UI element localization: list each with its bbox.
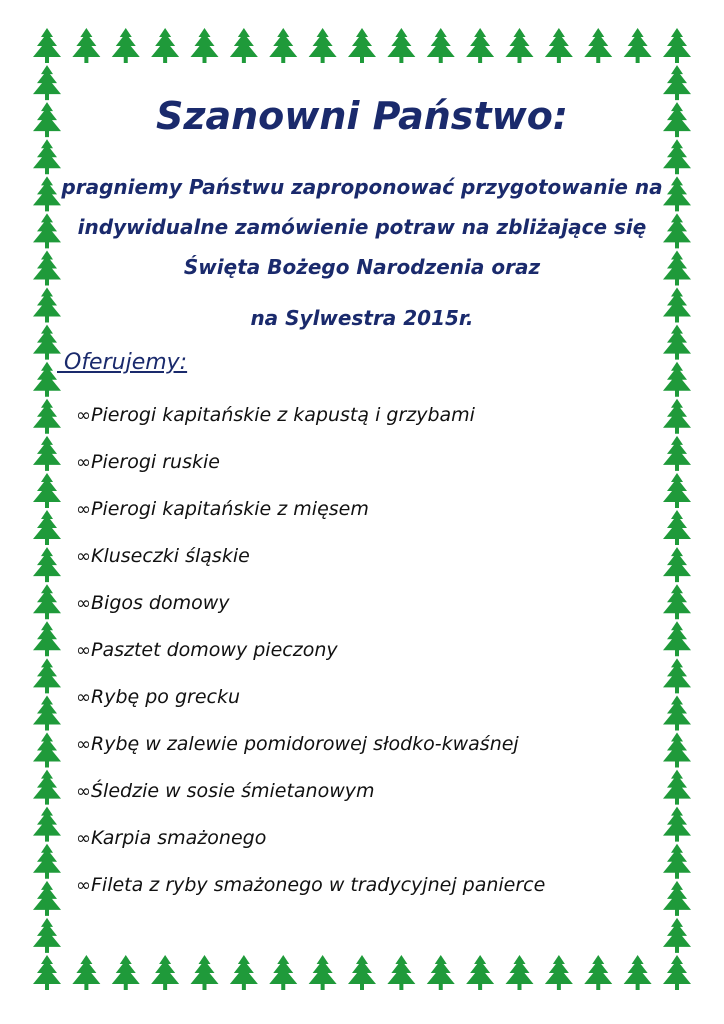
menu-item-label: Pierogi kapitańskie z kapustą i grzybami <box>91 404 475 426</box>
menu-item-label: Pierogi ruskie <box>91 451 220 473</box>
menu-item <box>76 545 250 567</box>
intro-line-3: Święta Bożego Narodzenia oraz <box>183 255 541 279</box>
infinity-bullet-icon: ∞ <box>76 499 91 520</box>
menu-item-label: Bigos domowy <box>91 592 230 614</box>
menu-item-label: Kluseczki śląskie <box>91 545 250 567</box>
infinity-bullet-icon: ∞ <box>76 687 91 708</box>
menu-item <box>76 733 519 755</box>
infinity-bullet-icon: ∞ <box>76 405 91 426</box>
menu-item-label: Śledzie w sosie śmietanowym <box>91 780 375 802</box>
intro-line-2: indywidualne zamówienie potraw na zbliżające się <box>77 215 647 239</box>
menu-item <box>76 592 230 614</box>
page-title: Szanowni Państwo: <box>155 94 568 138</box>
menu-item <box>76 874 545 896</box>
infinity-bullet-icon: ∞ <box>76 828 91 849</box>
menu-item-label: Karpia smażonego <box>91 827 267 849</box>
menu-item <box>76 404 475 426</box>
infinity-bullet-icon: ∞ <box>76 781 91 802</box>
infinity-bullet-icon: ∞ <box>76 875 91 896</box>
menu-item <box>76 827 266 849</box>
menu-item-label: Pasztet domowy pieczony <box>91 639 338 661</box>
menu-item <box>76 498 369 520</box>
infinity-bullet-icon: ∞ <box>76 546 91 567</box>
infinity-bullet-icon: ∞ <box>76 734 91 755</box>
intro-line-4: na Sylwestra 2015r. <box>250 306 474 330</box>
infinity-bullet-icon: ∞ <box>76 593 91 614</box>
menu-item <box>76 639 338 661</box>
menu-item <box>76 780 375 802</box>
menu-item-label: Rybę w zalewie pomidorowej słodko-kwaśnej <box>91 733 519 755</box>
menu-item <box>76 451 220 473</box>
menu-item-label: Pierogi kapitańskie z mięsem <box>91 498 369 520</box>
menu-item-label: Fileta z ryby smażonego w tradycyjnej panierce <box>91 874 546 896</box>
infinity-bullet-icon: ∞ <box>76 452 91 473</box>
infinity-bullet-icon: ∞ <box>76 640 91 661</box>
menu-item-label: Rybę po grecku <box>91 686 241 708</box>
menu-item <box>76 686 240 708</box>
offer-heading: Oferujemy: <box>64 350 188 375</box>
intro-line-1: pragniemy Państwu zaproponować przygotowanie na <box>61 175 663 199</box>
